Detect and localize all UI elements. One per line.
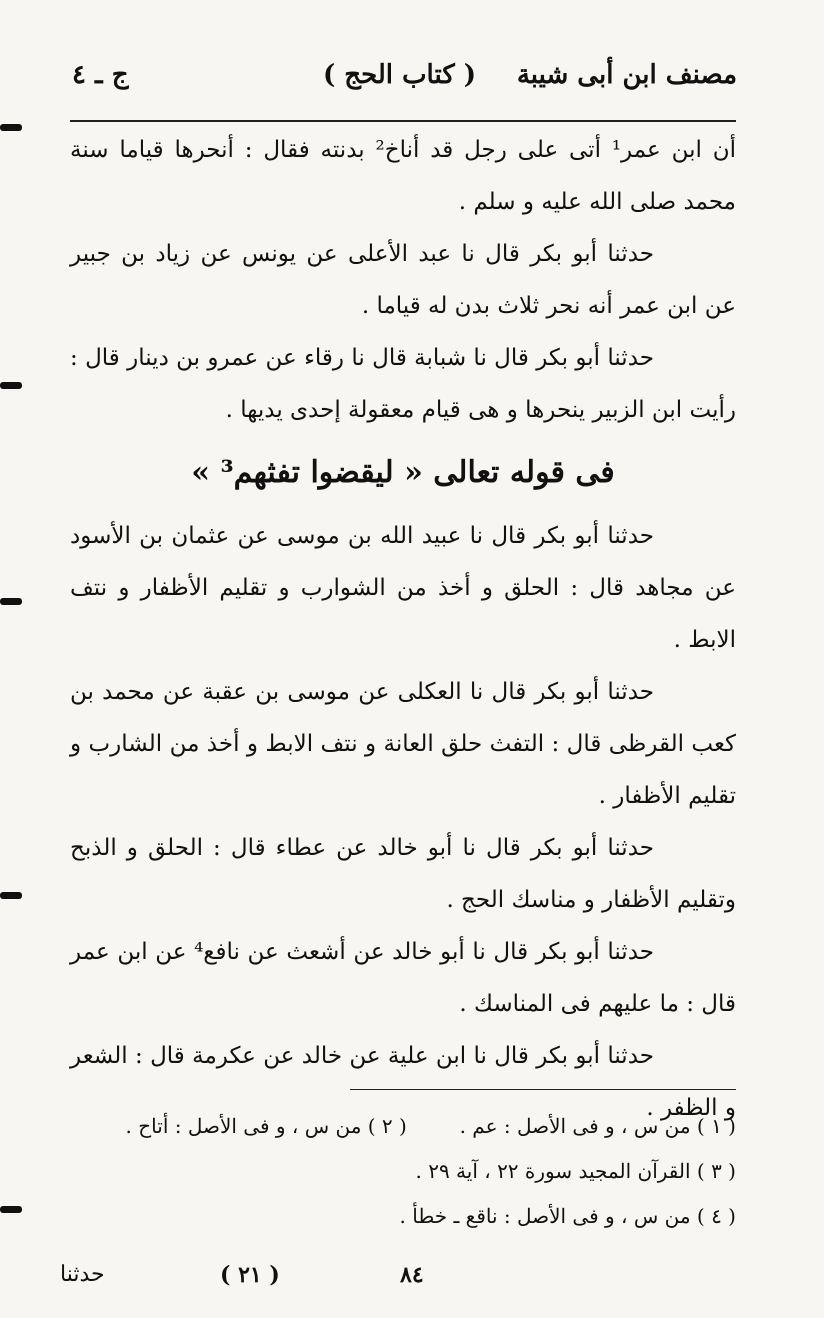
paragraph: أن ابن عمر¹ أتى على رجل قد أناخ² بدنته فقال : أنحرها قياما سنة محمد صلى الله عليه و سلم . (70, 137, 736, 215)
footnote: ( ١ ) من س ، و فى الأصل : عم . (459, 1114, 736, 1138)
catchword: حدثنا (60, 1262, 105, 1287)
footnote-rule (350, 1089, 736, 1090)
main-text (70, 124, 736, 1134)
chapter-heading: فى قوله تعالى « ليقضوا تفثهم³ » (191, 455, 615, 490)
paragraph: حدثنا أبو بكر قال نا أبو خالد عن عطاء قال : الحلق و الذبح وتقليم الأظفار و مناسك الحج . (70, 835, 736, 913)
footnote: ( ٤ ) من س ، و فى الأصل : ناقع ـ خطأ . (399, 1204, 736, 1228)
footnote: ( ٣ ) القرآن المجيد سورة ٢٢ ، آية ٢٩ . (415, 1159, 736, 1183)
binding-mark (0, 892, 22, 899)
footnotes (80, 1104, 736, 1239)
paragraph: حدثنا أبو بكر قال نا شبابة قال نا رقاء عن عمرو بن دينار قال : رأيت ابن الزبير ينحرها و هى قيام معقولة إحدى يديها . (70, 345, 736, 423)
paragraph: حدثنا أبو بكر قال نا أبو خالد عن أشعث عن نافع⁴ عن ابن عمر قال : ما عليهم فى المناسك . (70, 939, 736, 1017)
footnote-row (80, 1104, 736, 1149)
volume-number: ج ـ ٤ (72, 60, 129, 90)
binding-mark (0, 124, 22, 131)
paragraph: حدثنا أبو بكر قال نا العكلى عن موسى بن عقبة عن محمد بن كعب القرظى قال : التفث حلق العانة و نتف الابط و أخذ من الشارب و تقليم الأظفار . (70, 679, 736, 809)
paragraph: حدثنا أبو بكر قال نا عبد الأعلى عن يونس عن زياد بن جبير عن ابن عمر أنه نحر ثلاث بدن له قياما . (70, 241, 736, 319)
running-header (62, 60, 737, 100)
binding-mark (0, 598, 22, 605)
page-footer (60, 1262, 600, 1298)
section-name: ( كتاب الحج ) (322, 60, 477, 90)
header-rule (70, 120, 736, 122)
book-title: مصنف ابن أبى شيبة (516, 60, 737, 90)
binding-mark (0, 382, 22, 389)
page-number: ٨٤ (400, 1262, 424, 1288)
binding-mark (0, 1206, 22, 1213)
paragraph: حدثنا أبو بكر قال نا عبيد الله بن موسى عن عثمان بن الأسود عن مجاهد قال : الحلق و أخذ من الشوارب و تقليم الأظفار و نتف الابط . (70, 523, 736, 653)
paragraph: حدثنا أبو بكر قال نا ابن علية عن خالد عن عكرمة قال : الشعر و الظفر . (70, 1043, 736, 1121)
signature-mark: ( ٢١ ) (220, 1262, 280, 1288)
footnote: ( ٢ ) من س ، و فى الأصل : أتاح . (125, 1114, 407, 1138)
